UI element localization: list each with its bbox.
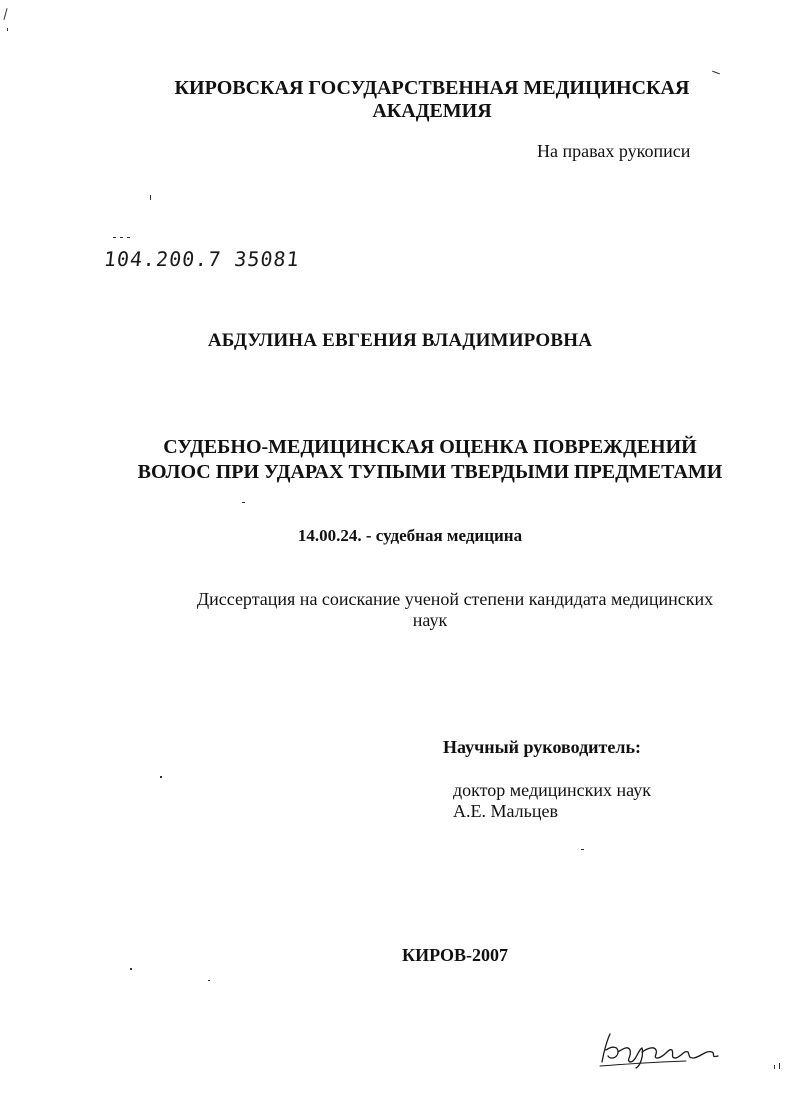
supervisor-degree: доктор медицинских наук [453, 780, 651, 800]
scan-speck [242, 502, 245, 503]
scan-speck [3, 8, 7, 20]
thesis-title-line2: ВОЛОС ПРИ УДАРАХ ТУПЫМИ ТВЕРДЫМИ ПРЕДМЕТАМИ [137, 461, 723, 483]
scan-speck [208, 980, 210, 981]
scan-speck [7, 28, 8, 31]
city-year: КИРОВ-2007 [402, 945, 508, 965]
scan-speck [779, 1063, 780, 1069]
scan-speck [120, 237, 123, 238]
supervisor-label: Научный руководитель: [443, 737, 641, 757]
dissertation-statement-line2: наук [412, 610, 448, 630]
scan-speck [774, 1065, 775, 1069]
supervisor-name: А.Е. Мальцев [453, 801, 558, 821]
thesis-title-line1: СУДЕБНО-МЕДИЦИНСКАЯ ОЦЕНКА ПОВРЕЖДЕНИЙ [163, 436, 697, 458]
institution-name-line1: КИРОВСКАЯ ГОСУДАРСТВЕННАЯ МЕДИЦИНСКАЯ [174, 77, 690, 99]
registration-stamp: 104.200.7 35081 [102, 247, 301, 271]
author-name: АБДУЛИНА ЕВГЕНИЯ ВЛАДИМИРОВНА [207, 330, 593, 351]
scan-speck [127, 237, 130, 238]
scan-speck [130, 968, 132, 970]
scan-speck [160, 776, 162, 778]
handwritten-signature [596, 1028, 726, 1070]
scan-speck [113, 237, 116, 238]
rights-note: На правах рукописи [537, 141, 691, 161]
specialty-code: 14.00.24. - судебная медицина [297, 526, 523, 545]
scan-speck [150, 195, 151, 200]
institution-name-line2: АКАДЕМИЯ [372, 100, 492, 122]
scan-speck [712, 71, 720, 75]
scan-speck [581, 849, 584, 850]
dissertation-statement-line1: Диссертация на соискание ученой степени кандидата медицинских [196, 589, 714, 609]
